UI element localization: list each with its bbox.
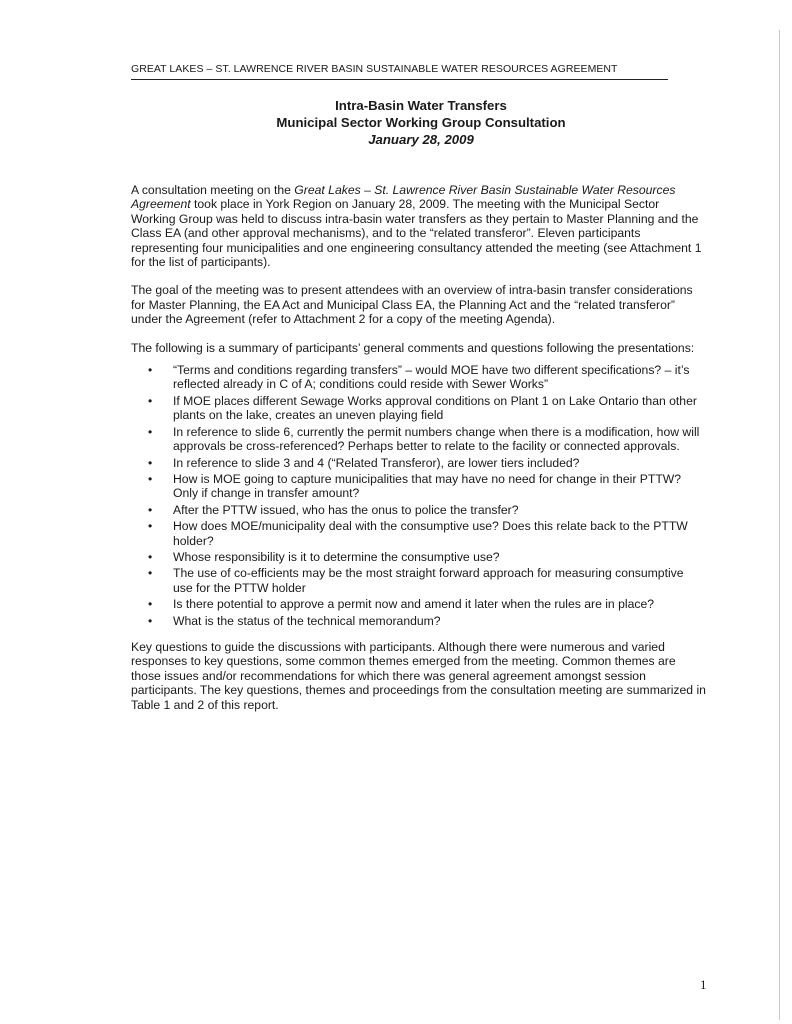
page-number: 1 bbox=[700, 977, 707, 992]
bullet-icon: • bbox=[148, 519, 153, 534]
list-item-text: In reference to slide 3 and 4 (“Related Transferor), are lower tiers included? bbox=[173, 455, 580, 470]
running-header: GREAT LAKES – ST. LAWRENCE RIVER BASIN SUSTAINABLE WATER RESOURCES AGREEMENT bbox=[131, 63, 618, 75]
list-item-text: Is there potential to approve a permit now and amend it later when the rules are in place? bbox=[173, 597, 655, 612]
bullet-icon: • bbox=[148, 549, 153, 564]
bullet-icon: • bbox=[148, 502, 153, 517]
list-item bbox=[148, 425, 706, 454]
list-item bbox=[148, 550, 706, 564]
bullet-icon: • bbox=[148, 455, 153, 470]
list-item bbox=[148, 597, 706, 611]
bullet-icon: • bbox=[148, 613, 153, 628]
list-item-text: How is MOE going to capture municipalities that may have no need for change in their PTTW? Only if change in transfer amount? bbox=[173, 471, 682, 501]
list-item-text: After the PTTW issued, who has the onus to police the transfer? bbox=[173, 502, 519, 517]
paragraph-key-questions: Key questions to guide the discussions with participants. Although there were numerous and varied responses to key questions, some common themes emerged from the meeting. Common themes are those issues and/or recommendations for which there was general agreement amongst session participants. The key questions, themes and proceedings from the consultation meeting are summarized in Table 1 and 2 of this report. bbox=[131, 639, 706, 712]
comments-list bbox=[131, 363, 706, 628]
list-item-text: What is the status of the technical memorandum? bbox=[173, 613, 441, 628]
bullet-icon: • bbox=[148, 393, 153, 408]
list-item bbox=[148, 456, 706, 470]
list-item bbox=[148, 503, 706, 517]
paragraph-intro-lead: A consultation meeting on the bbox=[131, 183, 295, 197]
document-subtitle: Municipal Sector Working Group Consultation bbox=[276, 115, 566, 130]
title-block bbox=[131, 97, 711, 148]
bullet-icon: • bbox=[148, 471, 153, 486]
bullet-icon: • bbox=[148, 424, 153, 439]
list-item-text: The use of co-efficients may be the most straight forward approach for measuring consumptive use for the PTTW holder bbox=[173, 566, 684, 595]
list-item bbox=[148, 363, 706, 392]
list-item-text: “Terms and conditions regarding transfers” – would MOE have two different specifications? – it’s reflected already in C of A; conditions could reside with Sewer Works” bbox=[173, 363, 690, 392]
list-item bbox=[148, 394, 706, 423]
bullet-icon: • bbox=[148, 597, 153, 612]
header-rule bbox=[131, 79, 668, 80]
paragraph-goal: The goal of the meeting was to present attendees with an overview of intra-basin transfer considerations for Master Planning, the EA Act and Municipal Class EA, the Planning Act and the “related transferor” under the Agreement (refer to Attachment 2 for a copy of the meeting Agenda). bbox=[131, 283, 693, 327]
list-item-text: Whose responsibility is it to determine the consumptive use? bbox=[173, 549, 500, 564]
list-item bbox=[148, 614, 706, 628]
document-body bbox=[131, 183, 706, 726]
paragraph-summary-intro: The following is a summary of participants’ general comments and questions following the presentations: bbox=[131, 340, 695, 355]
paragraph-intro-rest: took place in York Region on January 28, 2009. The meeting with the Municipal Sector Working Group was held to discuss intra-basin water transfers as they pertain to Master Planning and the Class EA (and other approval mechanisms), and to the “related transferor”. Eleven participants representing four municipalities and one engineering consultancy attended the meeting (see Attachment 1 for the list of participants). bbox=[131, 197, 702, 270]
list-item-text: In reference to slide 6, currently the permit numbers change when there is a modification, how will approvals be cross-referenced? Perhaps better to relate to the facility or connected approvals. bbox=[173, 424, 700, 454]
list-item bbox=[148, 519, 706, 548]
list-item-text: If MOE places different Sewage Works approval conditions on Plant 1 on Lake Ontario than other plants on the lake, creates an uneven playing field bbox=[173, 393, 697, 423]
list-item-text: How does MOE/municipality deal with the consumptive use? Does this relate back to the PTTW holder? bbox=[173, 519, 688, 548]
bullet-icon: • bbox=[148, 566, 153, 581]
agreement-name: Great Lakes – St. Lawrence River Basin Sustainable Water Resources Agreement bbox=[131, 183, 676, 212]
list-item bbox=[148, 472, 706, 501]
bullet-icon: • bbox=[148, 363, 153, 378]
list-item bbox=[148, 566, 706, 595]
paragraph-intro bbox=[131, 183, 706, 269]
page-edge-line bbox=[779, 30, 780, 1020]
document-date: January 28, 2009 bbox=[368, 132, 474, 147]
document-title: Intra-Basin Water Transfers bbox=[335, 98, 507, 113]
